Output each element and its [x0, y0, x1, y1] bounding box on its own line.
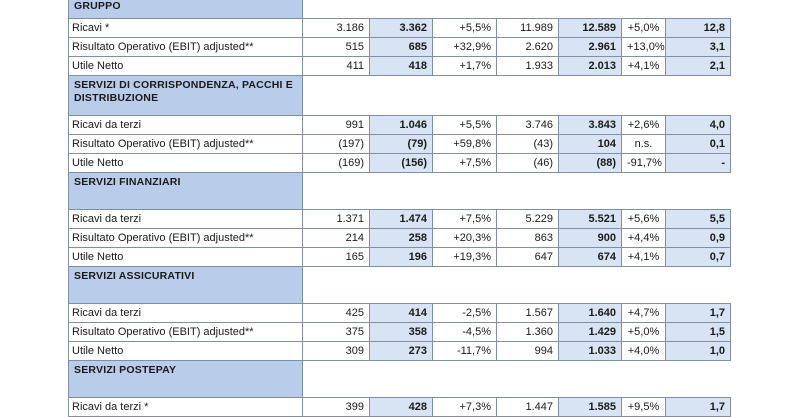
- value-cell-2: 196: [370, 248, 433, 267]
- value-cell-2: 358: [370, 323, 433, 342]
- value-cell-6: +5,0%: [622, 323, 666, 342]
- value-cell-1: 425: [303, 304, 370, 323]
- table-row: [69, 38, 731, 57]
- value-cell-5: 1.585: [559, 398, 622, 417]
- table-row: [69, 248, 731, 267]
- value-cell-7: 1,7: [666, 304, 731, 323]
- value-cell-3: +1,7%: [433, 57, 497, 76]
- value-cell-5: 12.589: [559, 19, 622, 38]
- value-cell-3: -4,5%: [433, 323, 497, 342]
- value-cell-1: 214: [303, 229, 370, 248]
- value-cell-6: +9,5%: [622, 398, 666, 417]
- value-cell-5: 5.521: [559, 210, 622, 229]
- value-cell-7: 1,5: [666, 323, 731, 342]
- value-cell-6: -91,7%: [622, 154, 666, 173]
- section-header-row: [69, 361, 731, 398]
- section-header-row: [69, 267, 731, 304]
- value-cell-7: 5,5: [666, 210, 731, 229]
- section-title: SERVIZI ASSICURATIVI: [69, 267, 303, 304]
- value-cell-1: 375: [303, 323, 370, 342]
- value-cell-4: 994: [497, 342, 559, 361]
- value-cell-1: 399: [303, 398, 370, 417]
- value-cell-5: 900: [559, 229, 622, 248]
- section-header-spacer: [303, 361, 731, 398]
- value-cell-7: 0,7: [666, 248, 731, 267]
- row-label: Ricavi da terzi *: [69, 398, 303, 417]
- section-header-row: [69, 0, 731, 19]
- table-row: [69, 304, 731, 323]
- value-cell-1: 411: [303, 57, 370, 76]
- value-cell-5: 2.961: [559, 38, 622, 57]
- value-cell-2: 273: [370, 342, 433, 361]
- value-cell-3: +19,3%: [433, 248, 497, 267]
- value-cell-1: 991: [303, 116, 370, 135]
- value-cell-6: +2,6%: [622, 116, 666, 135]
- section-header-spacer: [303, 173, 731, 210]
- value-cell-2: 428: [370, 398, 433, 417]
- table-row: [69, 229, 731, 248]
- value-cell-7: 12,8: [666, 19, 731, 38]
- section-header-row: [69, 173, 731, 210]
- table-row: [69, 210, 731, 229]
- row-label: Utile Netto: [69, 154, 303, 173]
- table-row: [69, 116, 731, 135]
- value-cell-2: 418: [370, 57, 433, 76]
- value-cell-7: 1,0: [666, 342, 731, 361]
- row-label: Ricavi da terzi: [69, 116, 303, 135]
- section-header-row: [69, 76, 731, 116]
- section-title: SERVIZI DI CORRISPONDENZA, PACCHI E DISTRIBUZIONE: [69, 76, 303, 116]
- value-cell-2: 3.362: [370, 19, 433, 38]
- value-cell-5: 1.640: [559, 304, 622, 323]
- value-cell-1: 515: [303, 38, 370, 57]
- value-cell-7: 4,0: [666, 116, 731, 135]
- value-cell-2: 1.046: [370, 116, 433, 135]
- value-cell-6: +4,1%: [622, 57, 666, 76]
- value-cell-6: +4,4%: [622, 229, 666, 248]
- table-row: [69, 19, 731, 38]
- value-cell-3: +7,5%: [433, 154, 497, 173]
- value-cell-2: (156): [370, 154, 433, 173]
- value-cell-5: 1.429: [559, 323, 622, 342]
- row-label: Risultato Operativo (EBIT) adjusted**: [69, 135, 303, 154]
- value-cell-5: 674: [559, 248, 622, 267]
- value-cell-2: 258: [370, 229, 433, 248]
- row-label: Utile Netto: [69, 57, 303, 76]
- value-cell-4: 1.567: [497, 304, 559, 323]
- value-cell-4: 5.229: [497, 210, 559, 229]
- table-row: [69, 154, 731, 173]
- value-cell-7: -: [666, 154, 731, 173]
- value-cell-6: n.s.: [622, 135, 666, 154]
- row-label: Risultato Operativo (EBIT) adjusted**: [69, 323, 303, 342]
- value-cell-4: 2.620: [497, 38, 559, 57]
- value-cell-1: 1.371: [303, 210, 370, 229]
- value-cell-4: 863: [497, 229, 559, 248]
- value-cell-4: (43): [497, 135, 559, 154]
- value-cell-3: -11,7%: [433, 342, 497, 361]
- value-cell-4: 3.746: [497, 116, 559, 135]
- section-header-spacer: [303, 267, 731, 304]
- row-label: Risultato Operativo (EBIT) adjusted**: [69, 229, 303, 248]
- value-cell-3: +7,5%: [433, 210, 497, 229]
- value-cell-1: 309: [303, 342, 370, 361]
- table-row: [69, 398, 731, 417]
- value-cell-6: +13,0%: [622, 38, 666, 57]
- table-body: [69, 0, 731, 417]
- value-cell-4: 1.360: [497, 323, 559, 342]
- section-header-spacer: [303, 0, 731, 19]
- row-label: Utile Netto: [69, 342, 303, 361]
- value-cell-3: +32,9%: [433, 38, 497, 57]
- section-title: GRUPPO: [69, 0, 303, 19]
- value-cell-7: 0,9: [666, 229, 731, 248]
- value-cell-2: 1.474: [370, 210, 433, 229]
- value-cell-3: +5,5%: [433, 19, 497, 38]
- value-cell-6: +4,7%: [622, 304, 666, 323]
- value-cell-6: +5,6%: [622, 210, 666, 229]
- value-cell-7: 2,1: [666, 57, 731, 76]
- value-cell-5: (88): [559, 154, 622, 173]
- value-cell-3: +20,3%: [433, 229, 497, 248]
- value-cell-3: -2,5%: [433, 304, 497, 323]
- value-cell-6: +5,0%: [622, 19, 666, 38]
- value-cell-6: +4,0%: [622, 342, 666, 361]
- section-title: SERVIZI POSTEPAY: [69, 361, 303, 398]
- financial-results-table: [68, 0, 731, 417]
- row-label: Risultato Operativo (EBIT) adjusted**: [69, 38, 303, 57]
- value-cell-7: 3,1: [666, 38, 731, 57]
- value-cell-4: 1.933: [497, 57, 559, 76]
- row-label: Utile Netto: [69, 248, 303, 267]
- value-cell-2: 414: [370, 304, 433, 323]
- value-cell-3: +59,8%: [433, 135, 497, 154]
- value-cell-1: (169): [303, 154, 370, 173]
- value-cell-5: 1.033: [559, 342, 622, 361]
- section-header-spacer: [303, 76, 731, 116]
- value-cell-1: (197): [303, 135, 370, 154]
- value-cell-3: +7,3%: [433, 398, 497, 417]
- row-label: Ricavi da terzi: [69, 210, 303, 229]
- value-cell-3: +5,5%: [433, 116, 497, 135]
- value-cell-1: 165: [303, 248, 370, 267]
- table-row: [69, 57, 731, 76]
- value-cell-4: (46): [497, 154, 559, 173]
- value-cell-4: 1.447: [497, 398, 559, 417]
- value-cell-4: 11.989: [497, 19, 559, 38]
- value-cell-1: 3.186: [303, 19, 370, 38]
- section-title: SERVIZI FINANZIARI: [69, 173, 303, 210]
- value-cell-4: 647: [497, 248, 559, 267]
- value-cell-6: +4,1%: [622, 248, 666, 267]
- table-row: [69, 323, 731, 342]
- value-cell-2: 685: [370, 38, 433, 57]
- value-cell-7: 1,7: [666, 398, 731, 417]
- table-row: [69, 342, 731, 361]
- value-cell-5: 104: [559, 135, 622, 154]
- table-row: [69, 135, 731, 154]
- value-cell-7: 0,1: [666, 135, 731, 154]
- row-label: Ricavi *: [69, 19, 303, 38]
- value-cell-5: 3.843: [559, 116, 622, 135]
- row-label: Ricavi da terzi: [69, 304, 303, 323]
- value-cell-5: 2.013: [559, 57, 622, 76]
- value-cell-2: (79): [370, 135, 433, 154]
